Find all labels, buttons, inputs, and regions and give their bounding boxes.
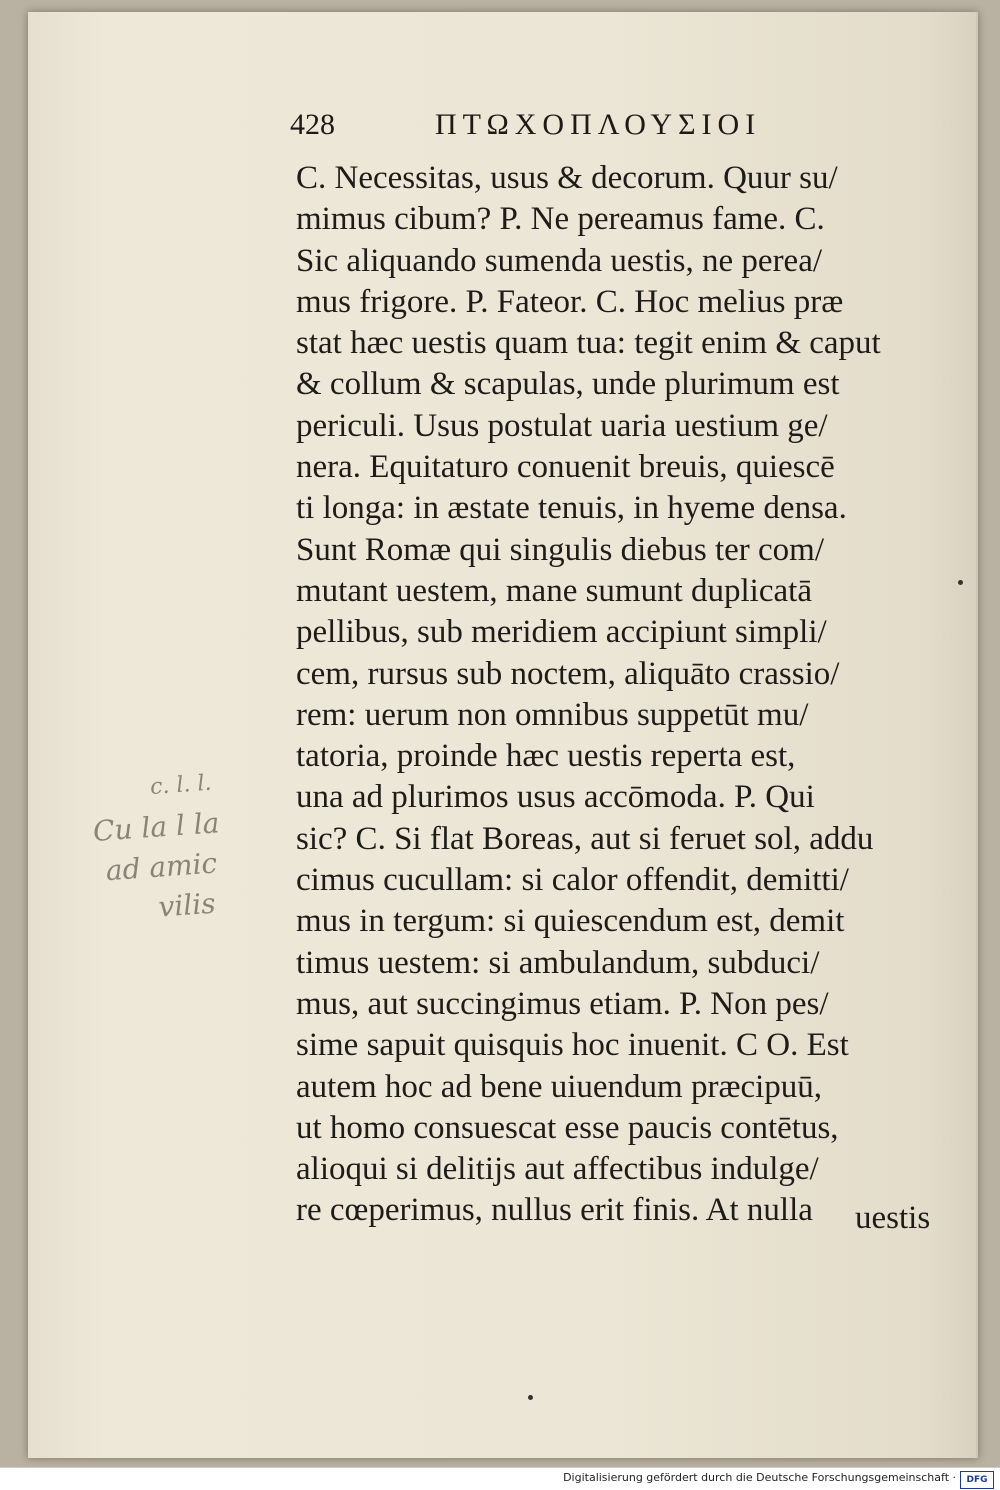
- text-line: mutant uestem, mane sumunt duplicatā: [296, 572, 812, 609]
- text-line: stat hæc uestis quam tua: tegit enim & caput: [296, 325, 881, 362]
- ink-speck: [528, 1395, 533, 1400]
- text-line: una ad plurimos usus accōmoda. P. Qui: [296, 779, 815, 816]
- text-line: cimus cucullam: si calor offendit, demitti/: [296, 862, 849, 899]
- text-line: Sunt Romæ qui singulis diebus ter com/: [296, 531, 825, 568]
- text-line: tatoria, proinde hæc uestis reperta est,: [296, 738, 796, 775]
- text-line: periculi. Usus postulat uaria uestium ge/: [296, 407, 828, 444]
- marginalia-line: vilis: [157, 886, 217, 924]
- marginalia-line: Cu la l la: [91, 806, 221, 849]
- marginalia-line: c. l. l.: [149, 770, 213, 800]
- marginalia-line: ad amic: [104, 846, 219, 888]
- body-text: [296, 158, 956, 1232]
- text-line: & collum & scapulas, unde plurimum est: [296, 366, 840, 403]
- footer-credit: Digitalisierung gefördert durch die Deutsche Forschungsgemeinschaft ·: [563, 1471, 956, 1484]
- text-line: ut homo consuescat esse paucis contētus,: [296, 1109, 839, 1146]
- text-line: sime sapuit quisquis hoc inuenit. C O. Est: [296, 1027, 849, 1064]
- handwritten-marginalia: [89, 758, 301, 952]
- page-header: [290, 108, 790, 148]
- text-line: mus frigore. P. Fateor. C. Hoc melius præ: [296, 283, 844, 320]
- text-line: alioqui si delitijs aut affectibus indulge/: [296, 1151, 819, 1188]
- catchword: uestis: [855, 1200, 931, 1236]
- text-line: timus uestem: si ambulandum, subduci/: [296, 944, 820, 981]
- footer-bar: [0, 1467, 1000, 1490]
- text-line: ti longa: in æstate tenuis, in hyeme densa.: [296, 490, 847, 527]
- text-line: autem hoc ad bene uiuendum præcipuū,: [296, 1068, 823, 1105]
- text-line: mus, aut succingimus etiam. P. Non pes/: [296, 985, 829, 1022]
- text-line: Sic aliquando sumenda uestis, ne perea/: [296, 242, 823, 279]
- text-line: cem, rursus sub noctem, aliquāto crassio/: [296, 655, 840, 692]
- text-line: sic? C. Si flat Boreas, aut si feruet sol, addu: [296, 820, 874, 857]
- text-line: mimus cibum? P. Ne pereamus fame. C.: [296, 201, 825, 238]
- ink-speck: [958, 580, 963, 585]
- text-line: rem: uerum non omnibus suppetūt mu/: [296, 696, 809, 733]
- dfg-logo: DFG: [960, 1471, 994, 1489]
- text-line: nera. Equitaturo conuenit breuis, quiescē: [296, 449, 835, 486]
- text-line: re cœperimus, nullus erit finis. At nulla: [296, 1192, 813, 1229]
- running-head: ΠΤΩΧΟΠΛΟΥΣΙΟΙ: [435, 108, 762, 141]
- text-line: mus in tergum: si quiescendum est, demit: [296, 903, 845, 940]
- text-line: C. Necessitas, usus & decorum. Quur su/: [296, 160, 838, 196]
- page-number: 428: [290, 108, 335, 141]
- text-line: pellibus, sub meridiem accipiunt simpli/: [296, 614, 827, 651]
